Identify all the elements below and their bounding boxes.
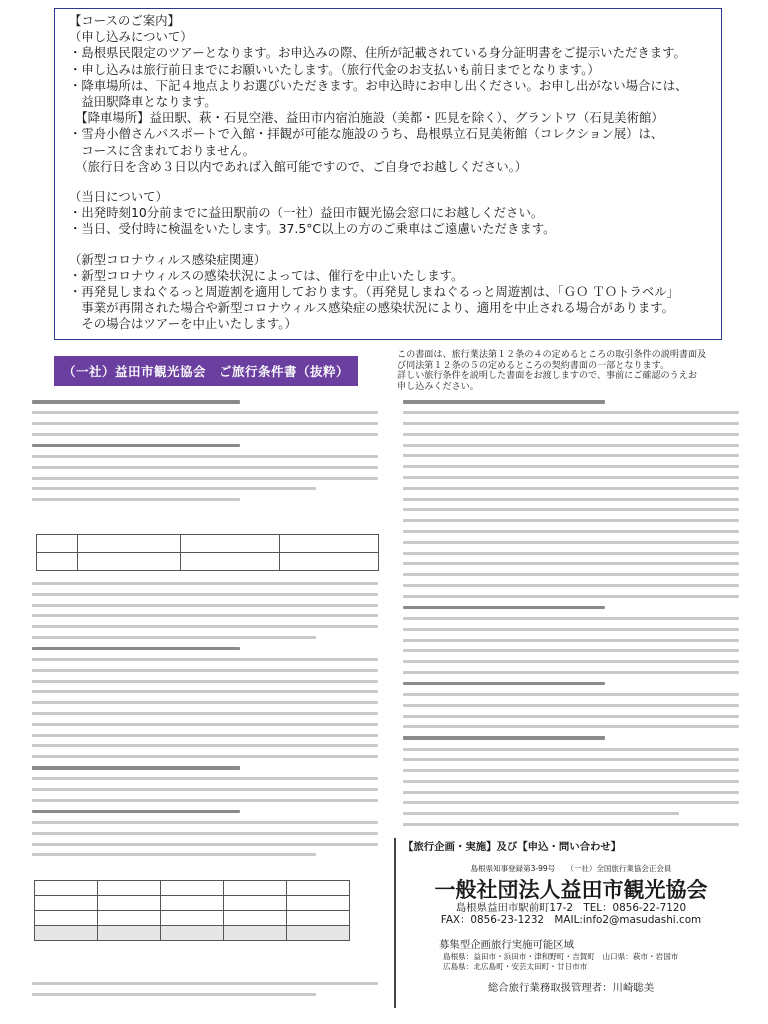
travel-manager: 総合旅行業務取扱管理者：川崎聡美 [487, 982, 655, 994]
notice-line: 【降車場所】益田駅、萩・石見空港、益田市内宿泊施設（美都・匹見を除く）、グラントワ（石見美術館） [69, 110, 664, 126]
notice-line: 事業が再開された場合や新型コロナウィルス感染症の感染状況により、適用を中止される場合があります。 [69, 300, 675, 316]
terms-column-right [403, 400, 739, 834]
notice-line: （旅行日を含め３日以内であれば入館可能ですので、ご自身でお越しください。） [69, 158, 528, 174]
intro-line: 詳しい旅行条件を説明した書面をお渡しますので、事前にご確認のうえお [397, 371, 697, 382]
notice-spacer [69, 238, 711, 252]
notice-spacer [69, 175, 711, 189]
notice-line: ・当日、受付時に検温をいたします。37.5°C以上の方のご乗車はご遠慮いただきます。 [69, 221, 556, 237]
notice-line: ・雪舟小僧さんパスポートで入館・拝観が可能な施設のうち、島根県立石見美術館（コレクション展）は、 [69, 126, 664, 142]
notice-line: ・再発見しまねぐるっと周遊割を適用しております。（再発見しまねぐるっと周遊割は、「ＧＯ ＴＯトラベル」 [69, 284, 680, 300]
contact-divider [394, 838, 396, 1008]
contact-heading: 【旅行企画・実施】及び【申込・問い合わせ】 [403, 841, 622, 853]
notice-line: ・申し込みは旅行前日までにお願いいたします。（旅行代金のお支払いも前日までとなります。） [69, 61, 600, 77]
notice-line: その場合はツアーを中止いたします。） [69, 316, 297, 332]
terms-column-left-top [32, 400, 378, 509]
registration-number: 島根県知事登録第3-99号 （一社）全国旅行業協会正会員 [470, 864, 672, 873]
intro-line: 申し込みください。 [397, 382, 479, 393]
terms-column-left-middle [32, 582, 378, 864]
address-phone: 島根県益田市駅前町17-2 TEL：0856-22-7120 [455, 902, 687, 914]
notice-line: ・降車場所は、下記４地点よりお選びいただきます。お申込時にお申し出ください。お申し出がない場合には、 [69, 77, 688, 93]
fax-mail: FAX：0856-23-1232 MAIL:info2@masudashi.com [440, 914, 702, 926]
service-area-title: 募集型企画旅行実施可能区域 [439, 939, 575, 951]
terms-column-left-bottom [32, 982, 378, 1004]
fee-table [36, 534, 379, 571]
notice-heading: 【コースのご案内】 [69, 13, 180, 28]
notice-line: 益田駅降車となります。 [69, 94, 217, 110]
notice-line: ・出発時刻10分前までに益田駅前の（一社）益田市観光協会窓口にお越しください。 [69, 205, 544, 221]
notice-line: ・島根県民限定のツアーとなります。お申込みの際、住所が記載されている身分証明書をご提示いただきます。 [69, 45, 686, 61]
conditions-intro [397, 350, 727, 393]
service-area-line: 広島県：北広島町・安芸太田町・廿日市市 [443, 962, 588, 971]
service-area-line: 島根県：益田市・浜田市・津和野町・吉賀町 山口県：萩市・岩国市 [443, 952, 679, 961]
intro-line: び同法第１２条の５の定めるところの契約書面の一部となります。 [397, 360, 670, 371]
organization-name: 一般社団法人益田市観光協会 [434, 878, 708, 902]
notice-line: ・新型コロナウィルスの感染状況によっては、催行を中止いたします。 [69, 267, 464, 283]
travel-conditions-banner: （一社）益田市観光協会 ご旅行条件書（抜粋） [54, 356, 358, 386]
cancellation-fee-table [34, 880, 350, 941]
notice-covid-heading: （新型コロナウィルス感染症関連） [69, 251, 267, 267]
notice-day-heading: （当日について） [69, 189, 168, 205]
contact-block [403, 838, 739, 994]
course-notice-box [54, 8, 722, 340]
intro-line: この書面は、旅行業法第１２条の４の定めるところの取引条件の説明書面及 [397, 350, 707, 360]
notice-application-heading: （申し込みについて） [69, 29, 193, 45]
notice-line: コースに含まれておりません。 [69, 142, 255, 158]
